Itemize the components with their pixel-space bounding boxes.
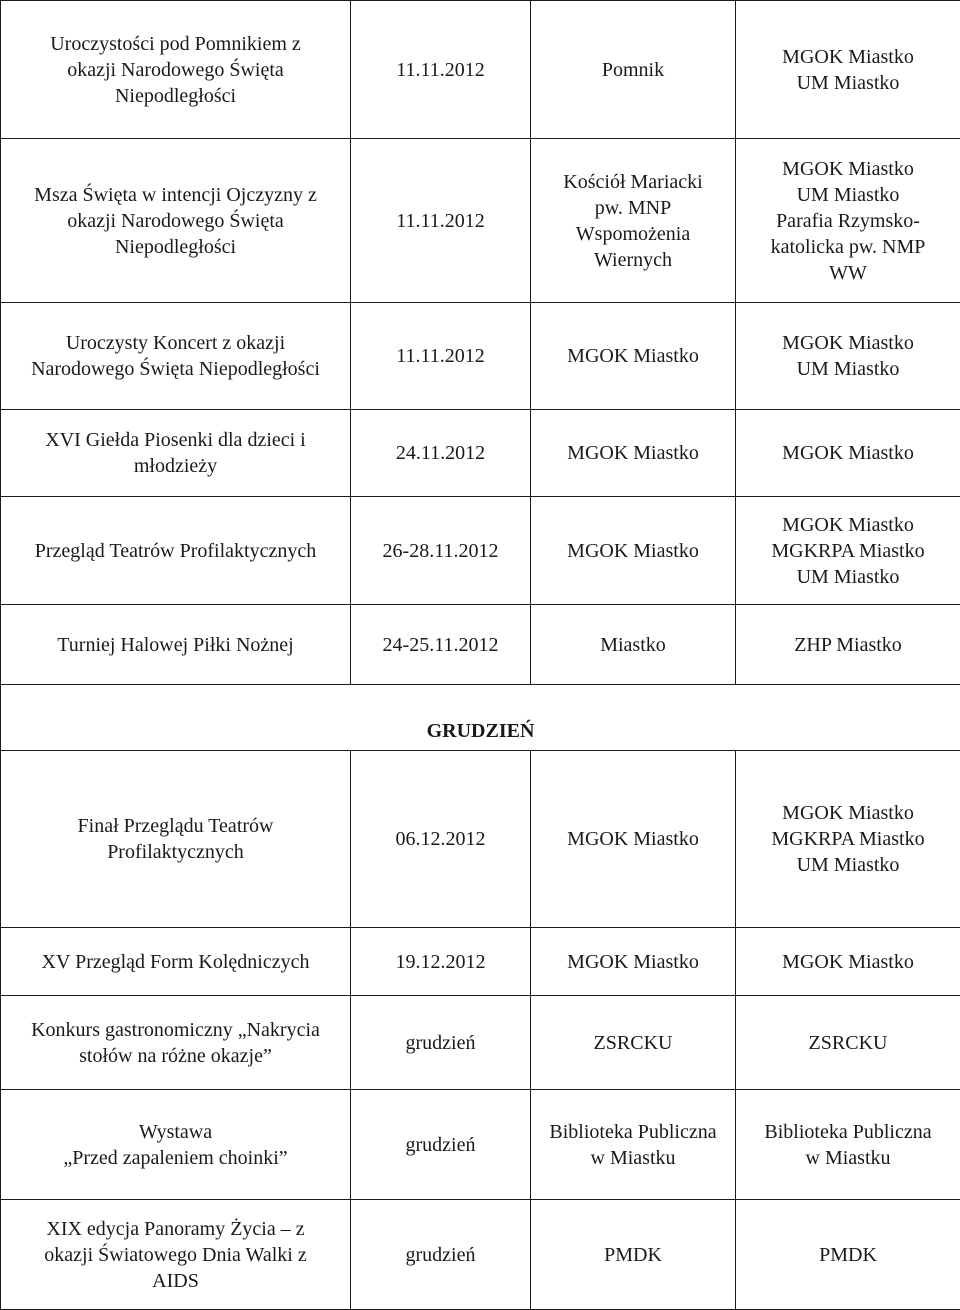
event-organizer-cell — [736, 928, 960, 996]
cell-text-line: MGOK Miastko — [535, 826, 731, 852]
cell-text-line: w Miastku — [740, 1145, 956, 1171]
event-date-cell — [351, 497, 531, 605]
cell-text-line: MGOK Miastko — [535, 538, 731, 564]
cell-text-line: UM Miastko — [740, 564, 956, 590]
cell-text-line: Finał Przeglądu Teatrów — [5, 813, 346, 839]
cell-text-line: grudzień — [355, 1242, 526, 1268]
event-organizer-cell — [736, 1, 960, 139]
cell-text-line: pw. MNP — [535, 195, 731, 221]
cell-text-line: AIDS — [5, 1268, 346, 1294]
cell-text-line: Uroczystości pod Pomnikiem z — [5, 31, 346, 57]
cell-text-line: MGOK Miastko — [535, 440, 731, 466]
month-heading: GRUDZIEŃ — [1, 685, 960, 751]
cell-text-line: PMDK — [740, 1242, 956, 1268]
event-organizer-cell — [736, 303, 960, 410]
table-row — [1, 410, 960, 497]
cell-text-line: okazji Narodowego Święta — [5, 208, 346, 234]
cell-text-line: w Miastku — [535, 1145, 731, 1171]
event-place-cell — [531, 1090, 736, 1200]
event-date-cell — [351, 751, 531, 928]
cell-text-line: UM Miastko — [740, 182, 956, 208]
cell-text-line: Wiernych — [535, 247, 731, 273]
event-place-cell — [531, 410, 736, 497]
cell-text-line: ZSRCKU — [740, 1030, 956, 1056]
cell-text-line: Narodowego Święta Niepodległości — [5, 356, 346, 382]
event-place-cell — [531, 751, 736, 928]
cell-text-line: Miastko — [535, 632, 731, 658]
event-place-cell — [531, 996, 736, 1090]
event-organizer-cell — [736, 139, 960, 303]
event-organizer-cell — [736, 996, 960, 1090]
table-row — [1, 751, 960, 928]
event-place-cell — [531, 497, 736, 605]
event-date-cell — [351, 303, 531, 410]
cell-text-line: okazji Narodowego Święta — [5, 57, 346, 83]
cell-text-line: Niepodległości — [5, 234, 346, 260]
cell-text-line: UM Miastko — [740, 70, 956, 96]
cell-text-line: ZSRCKU — [535, 1030, 731, 1056]
event-place-cell — [531, 1200, 736, 1310]
cell-text-line: MGKRPA Miastko — [740, 826, 956, 852]
cell-text-line: katolicka pw. NMP — [740, 234, 956, 260]
cell-text-line: 19.12.2012 — [355, 949, 526, 975]
table-row — [1, 928, 960, 996]
event-organizer-cell — [736, 1200, 960, 1310]
event-date-cell — [351, 410, 531, 497]
cell-text-line: grudzień — [355, 1132, 526, 1158]
event-name-cell — [1, 751, 351, 928]
cell-text-line: Kościół Mariacki — [535, 169, 731, 195]
event-date-cell — [351, 1, 531, 139]
event-place-cell — [531, 605, 736, 685]
cell-text-line: Profilaktycznych — [5, 839, 346, 865]
cell-text-line: ZHP Miastko — [740, 632, 956, 658]
cell-text-line: MGOK Miastko — [535, 949, 731, 975]
cell-text-line: 11.11.2012 — [355, 208, 526, 234]
cell-text-line: MGOK Miastko — [740, 800, 956, 826]
table-row — [1, 1, 960, 139]
cell-text-line: UM Miastko — [740, 356, 956, 382]
table-row — [1, 303, 960, 410]
cell-text-line: Uroczysty Koncert z okazji — [5, 330, 346, 356]
cell-text-line: XV Przegląd Form Kolędniczych — [5, 949, 346, 975]
table-row — [1, 1090, 960, 1200]
cell-text-line: WW — [740, 260, 956, 286]
cell-text-line: MGOK Miastko — [740, 44, 956, 70]
cell-text-line: młodzieży — [5, 453, 346, 479]
cell-text-line: MGKRPA Miastko — [740, 538, 956, 564]
event-name-cell — [1, 1090, 351, 1200]
event-organizer-cell — [736, 497, 960, 605]
event-organizer-cell — [736, 1090, 960, 1200]
cell-text-line: MGOK Miastko — [740, 156, 956, 182]
event-date-cell — [351, 1200, 531, 1310]
cell-text-line: PMDK — [535, 1242, 731, 1268]
cell-text-line: Biblioteka Publiczna — [535, 1119, 731, 1145]
cell-text-line: MGOK Miastko — [740, 949, 956, 975]
event-place-cell — [531, 928, 736, 996]
event-organizer-cell — [736, 751, 960, 928]
event-date-cell — [351, 928, 531, 996]
cell-text-line: 11.11.2012 — [355, 57, 526, 83]
event-place-cell — [531, 1, 736, 139]
cell-text-line: Wspomożenia — [535, 221, 731, 247]
cell-text-line: MGOK Miastko — [535, 343, 731, 369]
cell-text-line: Wystawa — [5, 1119, 346, 1145]
event-name-cell — [1, 139, 351, 303]
cell-text-line: grudzień — [355, 1030, 526, 1056]
event-organizer-cell — [736, 410, 960, 497]
cell-text-line: Konkurs gastronomiczny „Nakrycia — [5, 1017, 346, 1043]
cell-text-line: MGOK Miastko — [740, 440, 956, 466]
event-name-cell — [1, 996, 351, 1090]
cell-text-line: MGOK Miastko — [740, 330, 956, 356]
table-row — [1, 605, 960, 685]
event-date-cell — [351, 605, 531, 685]
event-date-cell — [351, 996, 531, 1090]
cell-text-line: Parafia Rzymsko- — [740, 208, 956, 234]
cell-text-line: Przegląd Teatrów Profilaktycznych — [5, 538, 346, 564]
event-date-cell — [351, 139, 531, 303]
event-name-cell — [1, 1200, 351, 1310]
cell-text-line: UM Miastko — [740, 852, 956, 878]
table-row — [1, 1200, 960, 1310]
event-name-cell — [1, 605, 351, 685]
cell-text-line: 06.12.2012 — [355, 826, 526, 852]
cell-text-line: Turniej Halowej Piłki Nożnej — [5, 632, 346, 658]
cell-text-line: 24-25.11.2012 — [355, 632, 526, 658]
table-row — [1, 497, 960, 605]
cell-text-line: XIX edycja Panoramy Życia – z — [5, 1216, 346, 1242]
event-place-cell — [531, 139, 736, 303]
events-table-body — [1, 1, 960, 1310]
event-organizer-cell — [736, 605, 960, 685]
event-name-cell — [1, 1, 351, 139]
table-row — [1, 139, 960, 303]
cell-text-line: stołów na różne okazje” — [5, 1043, 346, 1069]
event-place-cell — [531, 303, 736, 410]
cell-text-line: 11.11.2012 — [355, 343, 526, 369]
cell-text-line: 26-28.11.2012 — [355, 538, 526, 564]
cell-text-line: MGOK Miastko — [740, 512, 956, 538]
cell-text-line: Biblioteka Publiczna — [740, 1119, 956, 1145]
cell-text-line: okazji Światowego Dnia Walki z — [5, 1242, 346, 1268]
table-row — [1, 996, 960, 1090]
cell-text-line: Msza Święta w intencji Ojczyzny z — [5, 182, 346, 208]
month-header-row — [1, 685, 960, 751]
cell-text-line: 24.11.2012 — [355, 440, 526, 466]
cell-text-line: „Przed zapaleniem choinki” — [5, 1145, 346, 1171]
event-name-cell — [1, 928, 351, 996]
cell-text-line: Niepodległości — [5, 83, 346, 109]
event-name-cell — [1, 497, 351, 605]
event-name-cell — [1, 303, 351, 410]
cell-text-line: XVI Giełda Piosenki dla dzieci i — [5, 427, 346, 453]
cell-text-line: Pomnik — [535, 57, 731, 83]
event-date-cell — [351, 1090, 531, 1200]
event-name-cell — [1, 410, 351, 497]
